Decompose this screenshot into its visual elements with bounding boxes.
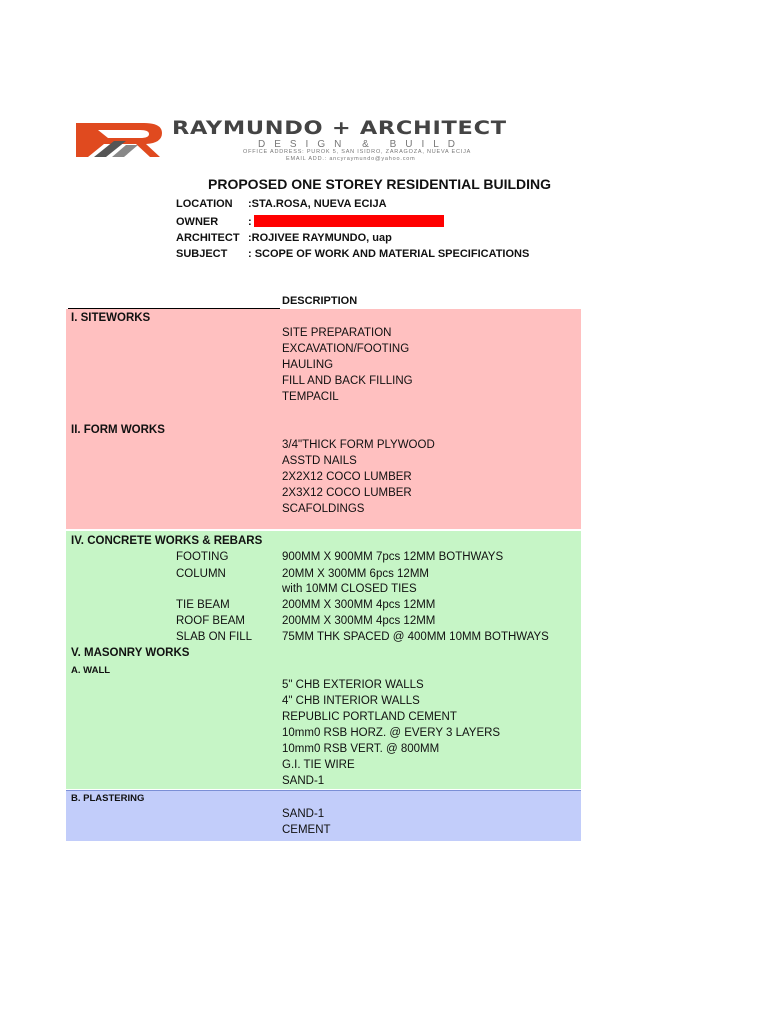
- location-value: :STA.ROSA, NUEVA ECIJA: [248, 198, 387, 210]
- concrete-row-desc: with 10MM CLOSED TIES: [282, 583, 417, 595]
- subject-value: : SCOPE OF WORK AND MATERIAL SPECIFICATIONS: [248, 248, 530, 260]
- siteworks-item: EXCAVATION/FOOTING: [282, 343, 410, 355]
- architect-value: :ROJIVEE RAYMUNDO, uap: [248, 232, 392, 244]
- plastering-item: CEMENT: [282, 824, 331, 836]
- siteworks-item: SITE PREPARATION: [282, 327, 392, 339]
- formworks-item: SCAFOLDINGS: [282, 503, 365, 515]
- concrete-row-label: FOOTING: [176, 551, 229, 563]
- concrete-row-desc: 75MM THK SPACED @ 400MM 10MM BOTHWAYS: [282, 631, 549, 643]
- masonry-subheading: A. WALL: [71, 665, 111, 676]
- document-title: PROPOSED ONE STOREY RESIDENTIAL BUILDING: [208, 176, 552, 192]
- plastering-heading: B. PLASTERING: [71, 793, 145, 804]
- owner-value: :: [248, 216, 252, 228]
- siteworks-heading: I. SITEWORKS: [71, 312, 151, 324]
- location-label: LOCATION: [176, 198, 233, 210]
- location-row: [176, 198, 387, 210]
- formworks-item: 2X2X12 COCO LUMBER: [282, 471, 412, 483]
- concrete-row-label: TIE BEAM: [176, 599, 230, 611]
- owner-label: OWNER: [176, 216, 219, 228]
- masonry-item: REPUBLIC PORTLAND CEMENT: [282, 711, 457, 723]
- plastering-item: SAND-1: [282, 808, 325, 820]
- formworks-heading: II. FORM WORKS: [71, 424, 165, 436]
- masonry-item: 5" CHB EXTERIOR WALLS: [282, 679, 424, 691]
- masonry-item: 4" CHB INTERIOR WALLS: [282, 695, 420, 707]
- siteworks-item: HAULING: [282, 359, 334, 371]
- concrete-heading: IV. CONCRETE WORKS & REBARS: [71, 535, 263, 547]
- owner-redaction-bar: [254, 215, 444, 227]
- concrete-row-label: ROOF BEAM: [176, 615, 246, 627]
- concrete-row-label: COLUMN: [176, 568, 226, 580]
- subject-label: SUBJECT: [176, 248, 228, 260]
- masonry-item: G.I. TIE WIRE: [282, 759, 355, 771]
- formworks-item: 2X3X12 COCO LUMBER: [282, 487, 412, 499]
- masonry-heading: V. MASONRY WORKS: [71, 647, 190, 659]
- concrete-row-desc: 20MM X 300MM 6pcs 12MM: [282, 568, 429, 580]
- architect-label: ARCHITECT: [176, 232, 240, 244]
- masonry-item: SAND-1: [282, 775, 325, 787]
- concrete-row-label: SLAB ON FILL: [176, 631, 253, 643]
- formworks-item: ASSTD NAILS: [282, 455, 357, 467]
- siteworks-item: FILL AND BACK FILLING: [282, 375, 413, 387]
- concrete-row-desc: 900MM X 900MM 7pcs 12MM BOTHWAYS: [282, 551, 504, 563]
- architect-row: [176, 232, 392, 244]
- firm-name: RAYMUNDO + ARCHITECT: [172, 117, 507, 139]
- firm-address: OFFICE ADDRESS: PUROK 5, SAN ISIDRO, ZARAGOZA, NUEVA ECIJA: [243, 149, 472, 155]
- concrete-row-desc: 200MM X 300MM 4pcs 12MM: [282, 599, 436, 611]
- firm-email: EMAIL ADD.: ancyraymundo@yahoo.com: [286, 156, 416, 162]
- header-divider: [68, 308, 280, 309]
- firm-logo-mark: [74, 119, 164, 159]
- subject-row: [176, 248, 529, 260]
- formworks-item: 3/4"THICK FORM PLYWOOD: [282, 439, 435, 451]
- masonry-item: 10mm0 RSB HORZ. @ EVERY 3 LAYERS: [282, 727, 501, 739]
- firm-tagline: DESIGN & BUILD: [258, 139, 465, 150]
- siteworks-item: TEMPACIL: [282, 391, 339, 403]
- description-header: DESCRIPTION: [282, 295, 358, 307]
- owner-row: [176, 215, 444, 228]
- concrete-row-desc: 200MM X 300MM 4pcs 12MM: [282, 615, 436, 627]
- masonry-item: 10mm0 RSB VERT. @ 800MM: [282, 743, 440, 755]
